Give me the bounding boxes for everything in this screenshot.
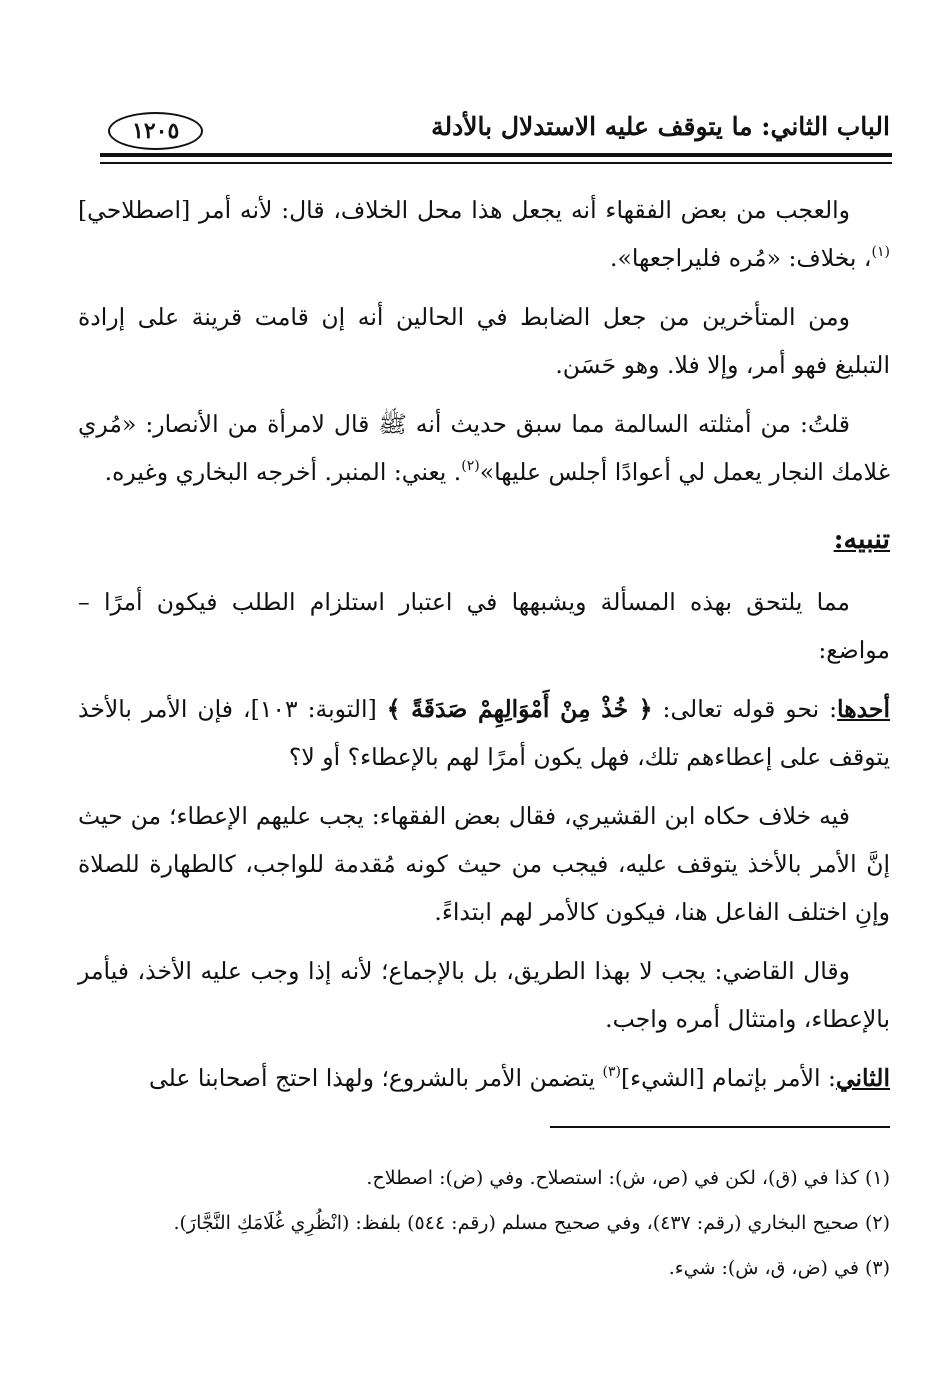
paragraph-6: فيه خلاف حكاه ابن القشيري، فقال بعض الفقهاء: يجب عليهم الإعطاء؛ من حيث إنَّ الأمر بالأخذ يتوقف عليه، فيجب من حيث كونه مُقدمة للواجب، كالطهارة للصلاة وإنِ اختلف الفاعل هنا، فيكون كالأمر لهم ابتداءً. <box>78 802 890 926</box>
paragraph-5 <box>78 685 890 781</box>
footnote-separator <box>550 1126 890 1128</box>
paragraph-7: وقال القاضي: يجب لا بهذا الطريق، بل بالإجماع؛ لأنه إذا وجب عليه الأخذ، فيأمر بالإعطاء، وامتثال أمره واجب. <box>78 957 890 1033</box>
paragraph-3 <box>78 400 890 496</box>
footnote-1: (١) كذا في (ق)، لكن في (ص، ش): استصلاح. وفي (ض): اصطلاح. <box>366 1167 890 1189</box>
page-number: ١٢٠٥ <box>108 112 203 150</box>
footnote-3: (٣) في (ض، ق، ش): شيء. <box>668 1257 890 1279</box>
quran-verse: ﴿ خُذْ مِنْ أَمْوَالِهِمْ صَدَقَةً ﴾ <box>386 695 653 723</box>
footnote-ref-3: (٣) <box>602 1064 621 1080</box>
paragraph-1-text-a: والعجب من بعض الفقهاء أنه يجعل هذا محل الخلاف، قال: لأنه أمر [اصطلاحي] <box>78 196 850 224</box>
paragraph-8 <box>78 1054 890 1102</box>
section-heading: تنبيه: <box>833 524 890 555</box>
footnote-ref-2: (٢) <box>461 458 480 474</box>
header-rule-thick <box>100 153 892 157</box>
item-label-first: أحدها <box>837 695 890 723</box>
paragraph-8-text-a: : الأمر بإتمام [الشيء] <box>620 1064 836 1092</box>
footnote-ref-1: (١) <box>871 244 890 260</box>
main-text <box>78 186 890 1102</box>
header-rule-thin <box>100 162 892 164</box>
running-header <box>100 106 890 154</box>
paragraph-5-text-a: : نحو قوله تعالى: <box>652 695 838 723</box>
paragraph-1-text-b: ، بخلاف: «مُره فليراجعها». <box>609 244 872 272</box>
paragraph-2: ومن المتأخرين من جعل الضابط في الحالين أنه إن قامت قرينة على إرادة التبليغ فهو أمر، وإلا فلا. وهو حَسَن. <box>78 303 890 379</box>
paragraph-1 <box>78 186 890 282</box>
chapter-title: الباب الثاني: ما يتوقف عليه الاستدلال بالأدلة <box>431 112 890 141</box>
footnotes <box>78 1156 890 1291</box>
paragraph-5-text-b: [التوبة: ١٠٣]، فإن الأمر بالأخذ يتوقف على إعطاءهم تلك، فهل يكون أمرًا لهم بالإعطاء؟ أو لا؟ <box>78 695 890 771</box>
paragraph-3-text-b: . يعني: المنبر. أخرجه البخاري وغيره. <box>104 458 462 486</box>
footnote-2: (٢) صحيح البخاري (رقم: ٤٣٧)، وفي صحيح مسلم (رقم: ٥٤٤) بلفظ: (انْظُرِي غُلَامَكِ النَّجَّارَ). <box>173 1212 890 1234</box>
paragraph-3-text-a: قلتُ: من أمثلته السالمة مما سبق حديث أنه ﷺ قال لامرأة من الأنصار: «مُري غلامك النجار يعمل لي أعوادًا أجلس عليها» <box>78 410 890 486</box>
item-label-second: الثاني <box>835 1064 890 1092</box>
paragraph-4: مما يلتحق بهذه المسألة ويشبهها في اعتبار استلزام الطلب فيكون أمرًا – مواضع: <box>78 588 890 664</box>
paragraph-8-text-b: يتضمن الأمر بالشروع؛ ولهذا احتج أصحابنا على <box>149 1064 603 1092</box>
